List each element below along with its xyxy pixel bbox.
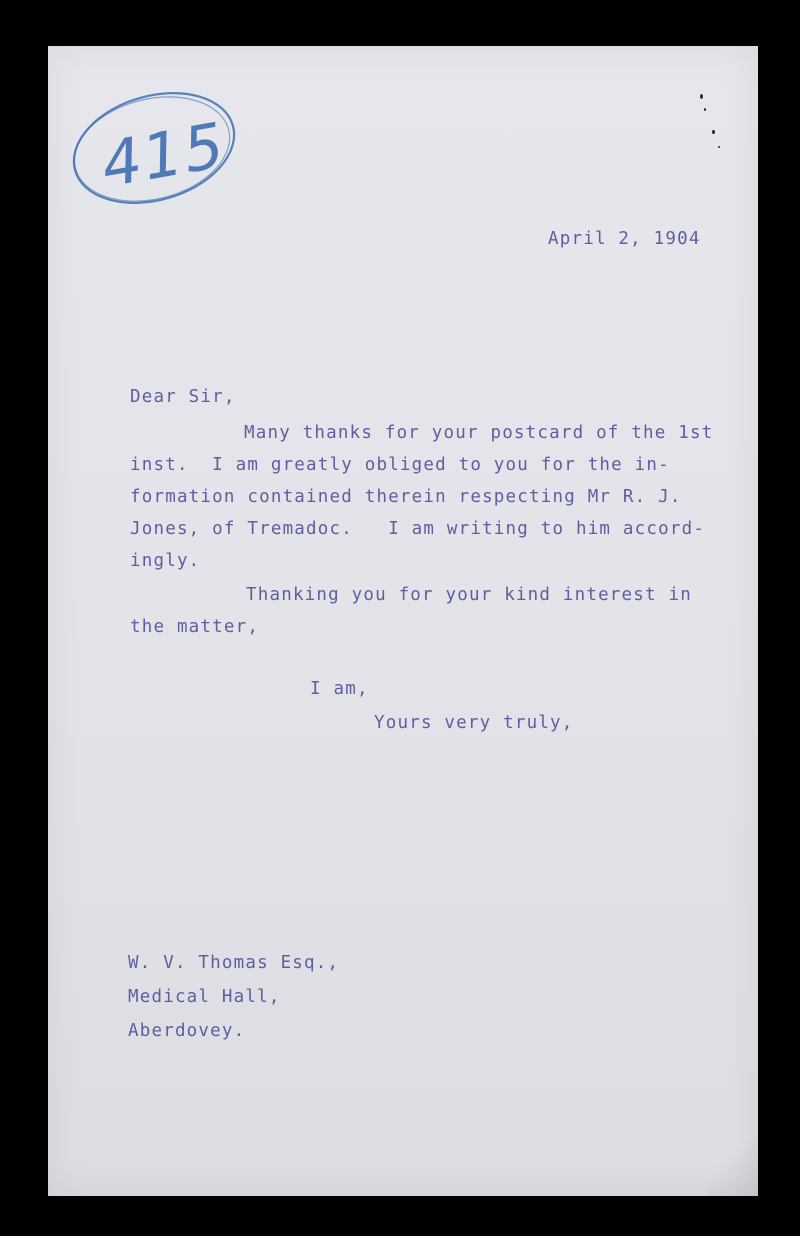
address-line: Medical Hall, [128, 987, 281, 1007]
archive-number-mark [66, 86, 238, 208]
address-line: W. V. Thomas Esq., [128, 953, 340, 973]
letter-sheet [48, 46, 758, 1196]
body-line: inst. I am greatly obliged to you for the in- [130, 455, 670, 475]
body-line: Thanking you for your kind interest in [246, 585, 692, 605]
body-line: Jones, of Tremadoc. I am writing to him accord- [130, 519, 706, 539]
body-line: formation contained therein respecting Mr R. J. [130, 487, 682, 507]
closing-line: Yours very truly, [374, 713, 574, 733]
paper-speck [718, 146, 720, 148]
body-line: ingly. [130, 551, 201, 571]
paper-speck [712, 130, 715, 134]
closing-line: I am, [310, 679, 369, 699]
address-line: Aberdovey. [128, 1021, 246, 1041]
archive-number: 415 [95, 108, 232, 202]
body-line: Many thanks for your postcard of the 1st [244, 423, 714, 443]
body-line: the matter, [130, 617, 260, 637]
letter-salutation: Dear Sir, [130, 387, 236, 407]
letter-date: April 2, 1904 [548, 229, 701, 249]
paper-speck [700, 94, 703, 99]
paper-speck [704, 108, 706, 111]
